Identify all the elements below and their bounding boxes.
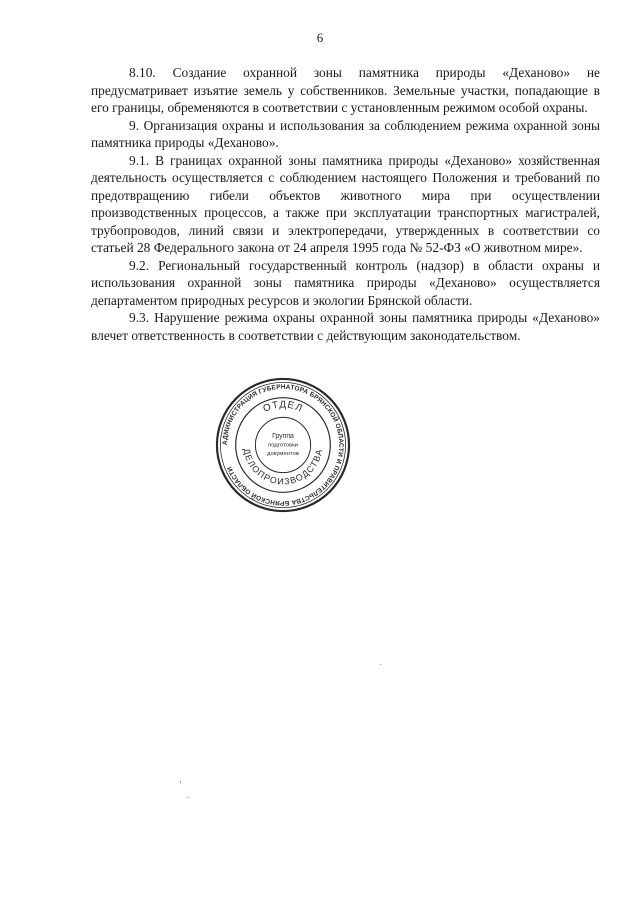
scan-speck [380, 664, 381, 665]
paragraph-9-3: 9.3. Нарушение режима охраны охранной зоны памятника природы «Деханово» влечет ответственность в соответствии с действующим законодательством. [91, 310, 600, 343]
scan-speck [180, 781, 181, 783]
stamp-bottom-text: ДЕЛОПРОИЗВОДСТВА [241, 447, 325, 487]
paragraph-9: 9. Организация охраны и использования за соблюдением режима охранной зоны памятника природы «Деханово». [91, 117, 600, 150]
stamp-center-line-1: Группа [272, 433, 294, 441]
paragraph-9-2: 9.2. Региональный государственный контроль (надзор) в области охраны и использования охранной зоны памятника природы «Деханово» осуществляется департаментом природных ресурсов и экологии Брянской области. [91, 257, 600, 308]
stamp-center-line-3: документов [267, 450, 299, 457]
paragraph-8-10: 8.10. Создание охранной зоны памятника природы «Деханово» не предусматривает изъятие земель у собственников. Земельные участки, попадающие в его границы, обременяются в соответствии с установленным режимом особой охраны. [91, 65, 600, 115]
stamp-center-line-2: подготовки [268, 442, 298, 449]
stamp-outer-text: АДМИНИСТРАЦИЯ ГУБЕРНАТОРА БРЯНСКОЙ ОБЛАСТИ И ПРАВИТЕЛЬСТВА БРЯНСКОЙ ОБЛАСТИ [221, 383, 345, 507]
document-body [91, 64, 600, 344]
page-number: 6 [316, 30, 324, 45]
official-seal-stamp [214, 376, 352, 514]
scan-speck [188, 797, 189, 798]
stamp-top-text: ОТДЕЛ [261, 399, 305, 415]
paragraph-9-1: 9.1. В границах охранной зоны памятника природы «Деханово» хозяйственная деятельность осуществляется с соблюдением настоящего Положения и требований по предотвращению гибели объектов животного мира при осуществлении производственных процессов, а также при эксплуатации транспортных магистралей, трубопроводов, линий связи и электропередачи, утвержденных в соответствии со статьей 28 Федерального закона от 24 апреля 1995 года № 52-ФЗ «О животном мире». [91, 152, 600, 255]
